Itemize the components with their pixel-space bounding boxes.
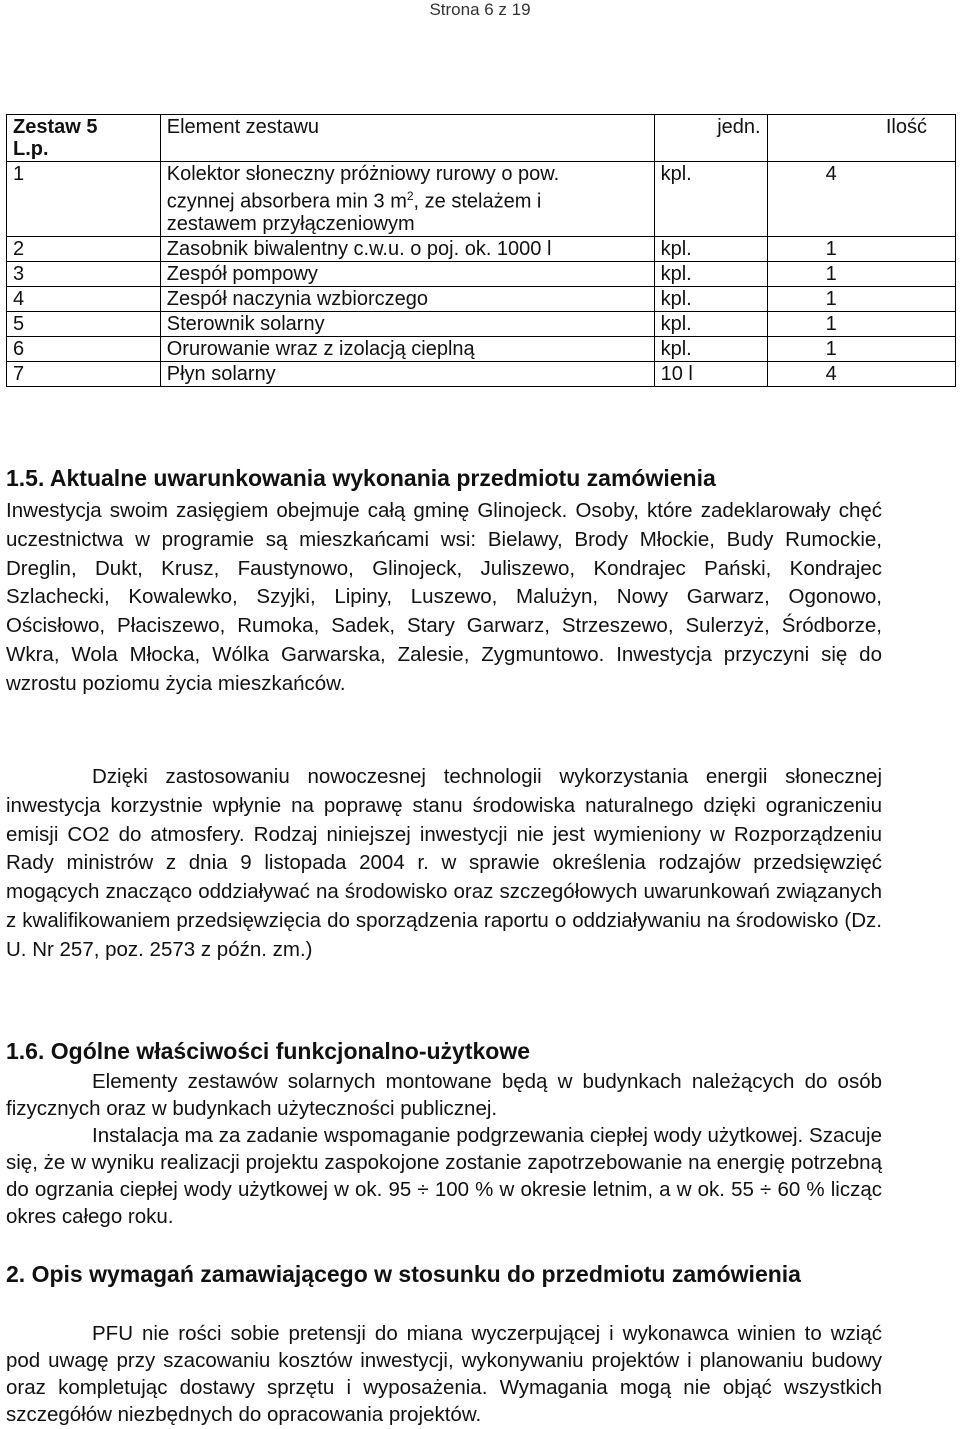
row-element: [160, 162, 654, 237]
row-lp: 5: [7, 311, 161, 336]
section-1-6-heading: 1.6. Ogólne właściwości funkcjonalno-użytkowe: [6, 1038, 531, 1064]
row-element-line: [167, 185, 648, 213]
row-element: Płyn solarny: [160, 361, 654, 386]
row-unit: kpl.: [654, 261, 767, 286]
header-set-label: Zestaw 5: [13, 116, 98, 138]
row-element-text: czynnej absorbera min 3 m: [166, 190, 407, 213]
row-element-line: Kolektor słoneczny próżniowy rurowy o pow.: [166, 163, 560, 185]
row-qty: 1: [767, 261, 955, 286]
row-qty: 1: [767, 286, 955, 311]
row-element: Zespół naczynia wzbiorczego: [160, 286, 654, 311]
row-lp: 4: [7, 286, 161, 311]
row-unit: kpl.: [654, 286, 767, 311]
section-1-5-paragraph-2: Dzięki zastosowaniu nowoczesnej technologii wykorzystania energii słonecznej inwestycja korzystnie wpłynie na poprawę stanu środowiska naturalnego dzięki ograniczeniu emisji CO2 do atmosfery. Rodzaj niniejszej inwestycji nie jest wymieniony w Rozporządzeniu Rady ministrów z dnia 9 listopada 2004 r. w sprawie określenia rodzajów przedsięwzięć mogących znacząco oddziaływać na środowisko oraz szczegółowych uwarunkowań związanych z kwalifikowaniem przedsięwzięcia do sporządzenia raportu o oddziaływaniu na środowisko (Dz. U. Nr 257, poz. 2573 z późn. zm.): [6, 765, 882, 961]
section-2-heading: 2. Opis wymagań zamawiającego w stosunku do przedmiotu zamówienia: [6, 1261, 801, 1287]
row-unit: kpl.: [654, 236, 767, 261]
row-lp: 6: [7, 336, 161, 361]
header-unit: jedn.: [654, 115, 767, 162]
table-row: [7, 311, 956, 336]
row-qty: 1: [767, 236, 955, 261]
row-element: Sterownik solarny: [160, 311, 654, 336]
row-element: Zespół pompowy: [160, 261, 654, 286]
row-lp: 1: [7, 162, 161, 237]
components-table: [6, 114, 956, 387]
table-row: [7, 361, 956, 386]
section-1-5-heading: 1.5. Aktualne uwarunkowania wykonania przedmiotu zamówienia: [6, 465, 716, 491]
header-set-lp: [7, 115, 161, 162]
superscript: 2: [406, 189, 414, 203]
row-qty: 4: [767, 361, 955, 386]
row-element: Orurowanie wraz z izolacją cieplną: [160, 336, 654, 361]
row-element-text: , ze stelażem i: [413, 190, 542, 213]
row-element: Zasobnik biwalentny c.w.u. o poj. ok. 1000 l: [160, 236, 654, 261]
table-row: [7, 286, 956, 311]
row-qty: 1: [767, 311, 955, 336]
row-unit: kpl.: [654, 162, 767, 237]
row-lp: 3: [7, 261, 161, 286]
row-lp: 7: [7, 361, 161, 386]
table-header-row: [7, 115, 956, 162]
row-unit: kpl.: [654, 336, 767, 361]
section-2-paragraph-1: PFU nie rości sobie pretensji do miana wyczerpującej i wykonawca winien to wziąć pod uwagę przy szacowaniu kosztów inwestycji, wykonywaniu projektów i planowaniu budowy oraz kompletując dostawy sprzętu i wyposażenia. Wymagania mogą nie objąć wszystkich szczegółów niezbędnych do opracowania projektów.: [6, 1322, 882, 1426]
section-1-5-paragraph-1: Inwestycja swoim zasięgiem obejmuje całą gminę Glinojeck. Osoby, które zadeklarowały chęć uczestnictwa w programie są mieszkańcami wsi: Bielawy, Brody Młockie, Budy Rumockie, Dreglin, Dukt, Krusz, Faustynowo, Glinojeck, Juliszewo, Kondrajec Pański, Kondrajec Szlachecki, Kowalewko, Szyjki, Lipiny, Luszewo, Malużyn, Nowy Garwarz, Ogonowo, Ościsłowo, Płaciszewo, Rumoka, Sadek, Stary Garwarz, Strzeszewo, Sulerzyż, Śródborze, Wkra, Wola Młocka, Wólka Garwarska, Zalesie, Zygmuntowo. Inwestycja przyczyni się do wzrostu poziomu życia mieszkańców.: [6, 499, 882, 695]
row-unit: 10 l: [654, 361, 767, 386]
header-element: Element zestawu: [160, 115, 654, 162]
section-1-6-paragraph-1: Elementy zestawów solarnych montowane będą w budynkach należących do osób fizycznych oraz w budynkach użyteczności publicznej.: [6, 1070, 882, 1120]
table-row: [7, 261, 956, 286]
row-qty: 4: [767, 162, 955, 237]
header-lp-label: L.p.: [13, 138, 49, 160]
header-qty: Ilość: [767, 115, 955, 162]
row-element-line: zestawem przyłączeniowym: [166, 212, 415, 235]
page-header: Strona 6 z 19: [429, 0, 531, 19]
section-1-6-paragraph-2: Instalacja ma za zadanie wspomaganie podgrzewania ciepłej wody użytkowej. Szacuje się, że w wyniku realizacji projektu zaspokojone zostanie zapotrzebowanie na energię potrzebną do ogrzania ciepłej wody użytkowej w ok. 95 ÷ 100 % w okresie letnim, a w ok. 55 ÷ 60 % licząc okres całego roku.: [6, 1124, 882, 1228]
row-lp: 2: [7, 236, 161, 261]
table-row: [7, 236, 956, 261]
table-row: [7, 162, 956, 237]
table-row: [7, 336, 956, 361]
row-unit: kpl.: [654, 311, 767, 336]
row-qty: 1: [767, 336, 955, 361]
